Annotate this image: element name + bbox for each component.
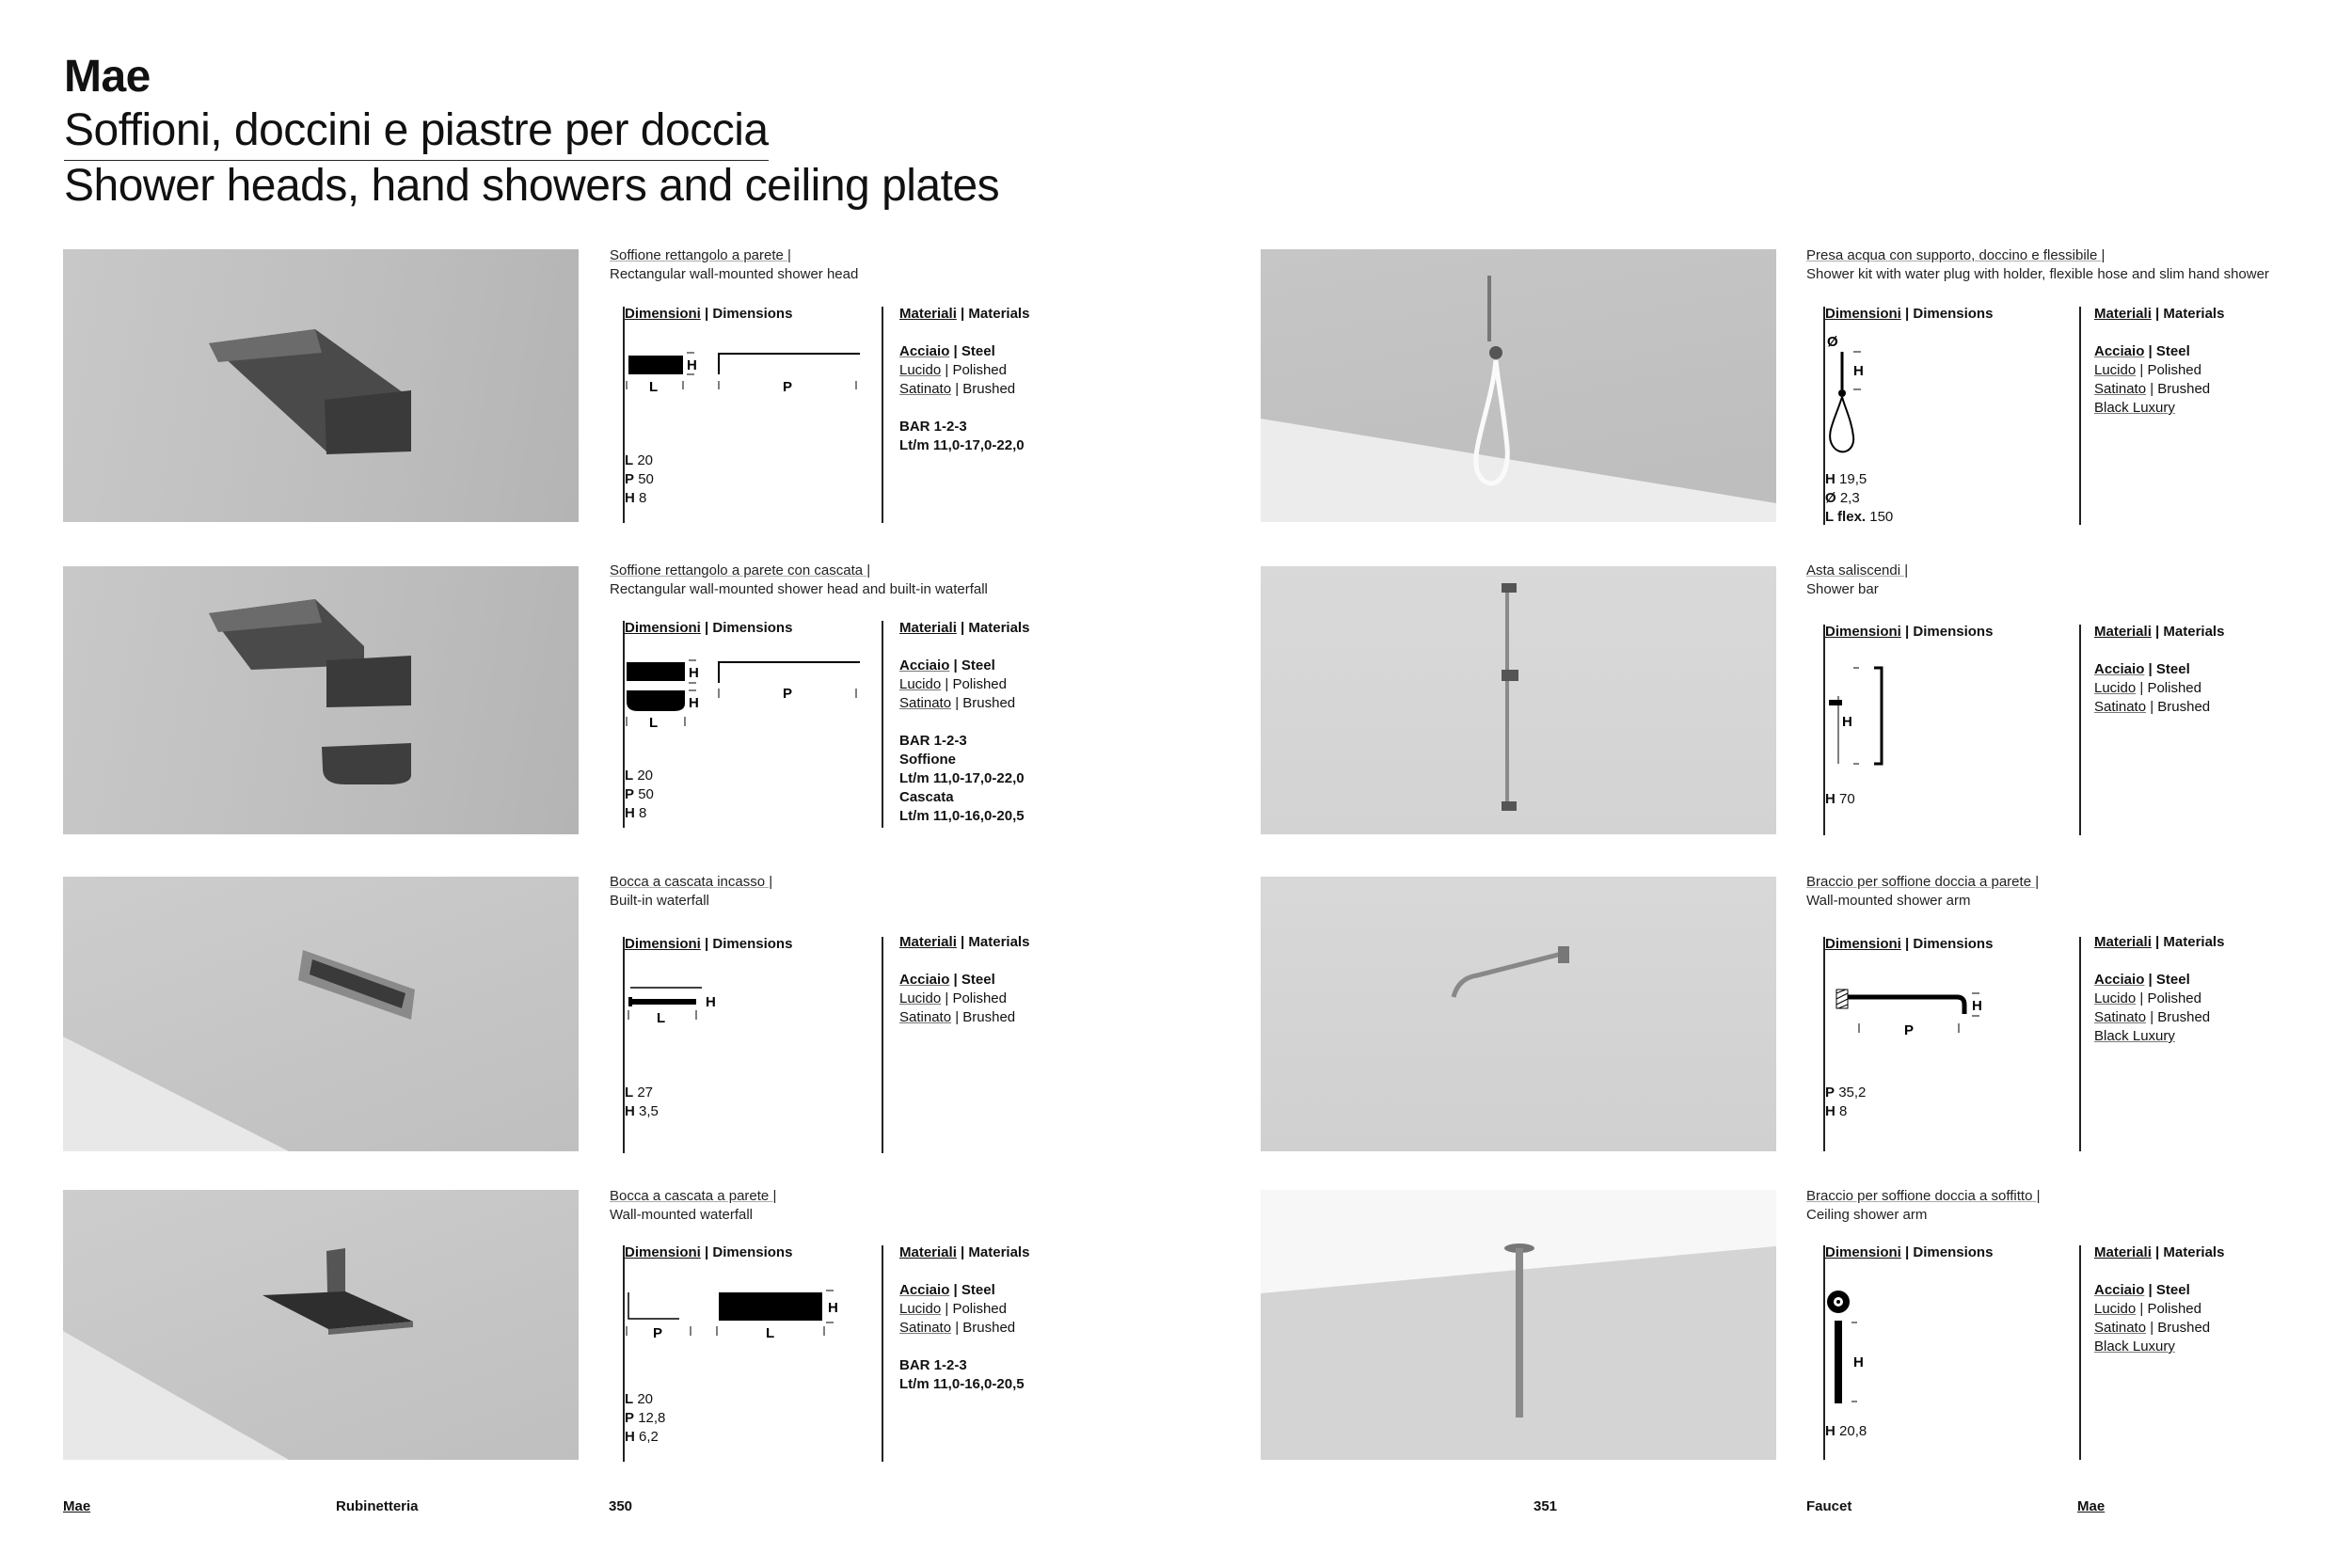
materials-block-6: Materiali | Materials Acciaio | Steel Lucido | Polished Satinato | Brushed [2094,624,2225,715]
svg-text:H: H [1853,1354,1864,1370]
product-desc-4: Bocca a cascata a parete | Wall-mounted waterfall [610,1188,777,1223]
brand-title: Mae [64,52,151,102]
svg-text:H: H [687,357,697,373]
dimensions-block-4: Dimensioni | Dimensions [625,1244,793,1260]
dimensions-block-1 [625,305,860,324]
product-desc-3: Bocca a cascata incasso | Built-in waterfall [610,874,773,909]
svg-text:L: L [649,715,659,731]
dimension-values-1: L 20 P 50 H 8 [625,452,654,506]
svg-text:L: L [766,1325,775,1341]
title-english: Shower heads, hand showers and ceiling plates [64,161,1000,211]
svg-text:P: P [653,1325,663,1341]
dimensions-heading: Dimensioni | Dimensions [625,306,793,322]
svg-text:H: H [706,994,716,1010]
svg-text:H: H [1853,363,1864,379]
diagram-shower-head [625,348,869,395]
diagram-shower-bar [1825,658,1900,771]
product-desc-8: Braccio per soffione doccia a soffitto | Ceiling shower arm [1806,1188,2041,1223]
product-photo-shower-head-waterfall [63,566,579,834]
dimension-values-4: L 20 P 12,8 H 6,2 [625,1391,666,1445]
product-name-it: Soffione rettangolo a parete | [610,247,791,263]
footer-brand-right[interactable]: Mae [2077,1498,2106,1514]
svg-text:P: P [1904,1022,1915,1038]
materials-block-1: Materiali | Materials Acciaio | Steel Lucido | Polished Satinato | Brushed BAR 1-2-3 Lt/m 11,0-17,0-22,0 [899,306,1030,453]
divider [2079,937,2081,1151]
product-photo-wall-arm [1261,877,1776,1151]
svg-text:H: H [689,695,699,711]
diagram-shower-head-waterfall [625,658,869,734]
dimensions-block-3: Dimensioni | Dimensions [625,936,793,952]
materials-block-5: Materiali | Materials Acciaio | Steel Lucido | Polished Satinato | Brushed Black Luxury [2094,306,2225,416]
product-desc-1 [610,246,858,284]
svg-text:H: H [1972,998,1982,1014]
product-photo-builtin-waterfall [63,877,579,1151]
product-desc-2: Soffione rettangolo a parete con cascata | Rectangular wall-mounted shower head and built-in waterfall [610,562,988,597]
divider [2079,1245,2081,1460]
diagram-ceiling-arm [1825,1289,1900,1411]
svg-text:L: L [649,379,659,395]
dimension-values-8: H 20,8 [1825,1423,1867,1439]
dimensions-block-2: Dimensioni | Dimensions [625,620,793,636]
diagram-wall-arm [1835,986,2004,1042]
title-italian: Soffioni, doccini e piastre per doccia [64,104,769,161]
product-photo-ceiling-arm [1261,1190,1776,1460]
svg-text:L: L [657,1010,666,1025]
product-photo-wall-waterfall [63,1190,579,1460]
diagram-wall-waterfall [625,1289,850,1345]
dimensions-block-7: Dimensioni | Dimensions [1825,936,1994,952]
svg-text:P: P [783,686,793,702]
dimension-values-3: L 27 H 3,5 [625,1085,659,1119]
product-photo-shower-kit [1261,249,1776,522]
footer-section-right: Faucet [1806,1498,1852,1514]
dimension-values-2: L 20 P 50 H 8 [625,768,654,821]
dimensions-block-6: Dimensioni | Dimensions [1825,624,1994,640]
svg-text:H: H [828,1300,838,1316]
dimension-values-5: H 19,5 Ø 2,3 L flex. 150 [1825,471,1894,525]
product-desc-7: Braccio per soffione doccia a parete | Wall-mounted shower arm [1806,874,2040,909]
diagram-shower-kit [1825,331,1900,463]
product-name-en: Rectangular wall-mounted shower head [610,266,859,282]
dimensions-block-5: Dimensioni | Dimensions [1825,306,1994,322]
diagram-builtin-waterfall [625,978,738,1025]
page-number-left: 350 [609,1498,633,1514]
divider [2079,625,2081,835]
product-desc-5: Presa acqua con supporto, doccino e flessibile | Shower kit with water plug with holder, flexible hose and slim hand shower [1806,247,2269,282]
product-photo-shower-bar [1261,566,1776,834]
page-number-right: 351 [1534,1498,1558,1514]
footer-section-left: Rubinetteria [336,1498,419,1514]
divider [882,307,883,523]
footer-brand-left[interactable]: Mae [63,1498,91,1514]
diameter-symbol: Ø [1827,334,1838,350]
materials-block-2: Materiali | Materials Acciaio | Steel Lucido | Polished Satinato | Brushed BAR 1-2-3 Soffione Lt/m 11,0-17,0-22,0 Cascata Lt/m 11,0-16,0-20,5 [899,620,1030,824]
dimension-values-7: P 35,2 H 8 [1825,1085,1867,1119]
dimensions-block-8: Dimensioni | Dimensions [1825,1244,1994,1260]
product-photo-wall-shower-head [63,249,579,522]
divider [2079,307,2081,525]
materials-block-4: Materiali | Materials Acciaio | Steel Lucido | Polished Satinato | Brushed BAR 1-2-3 Lt/m 11,0-16,0-20,5 [899,1244,1030,1392]
divider [882,937,883,1153]
svg-text:H: H [689,665,699,681]
svg-text:P: P [783,379,793,395]
dimension-values-6: H 70 [1825,791,1855,807]
materials-block-8: Materiali | Materials Acciaio | Steel Lucido | Polished Satinato | Brushed Black Luxury [2094,1244,2225,1354]
product-desc-6: Asta saliscendi | Shower bar [1806,562,1909,597]
divider [882,1245,883,1462]
divider [882,621,883,828]
materials-block-3: Materiali | Materials Acciaio | Steel Lucido | Polished Satinato | Brushed [899,934,1030,1025]
svg-text:H: H [1842,714,1852,730]
materials-block-7: Materiali | Materials Acciaio | Steel Lucido | Polished Satinato | Brushed Black Luxury [2094,934,2225,1044]
